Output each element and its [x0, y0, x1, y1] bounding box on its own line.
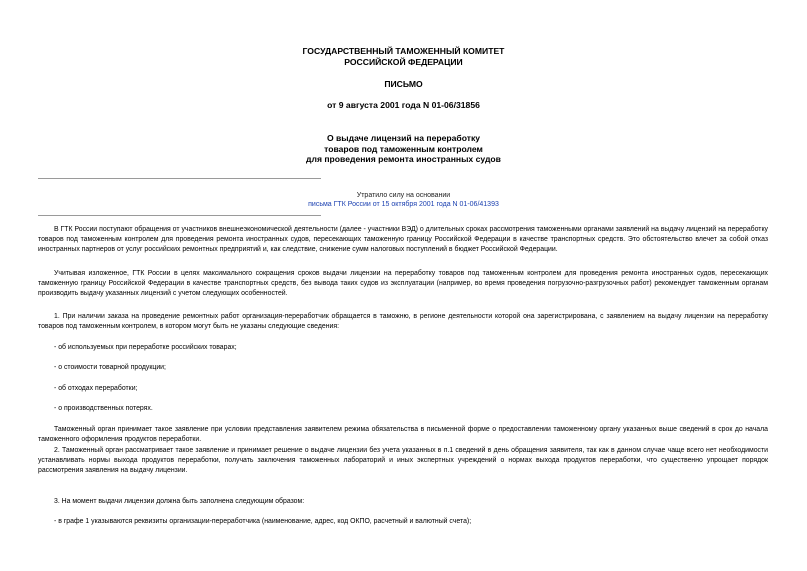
- document-subject: [0, 133, 807, 165]
- list-item: - о производственных потерях.: [54, 405, 153, 412]
- status-note: [0, 191, 807, 209]
- divider-bottom: [38, 215, 321, 216]
- paragraph-obligation: Таможенный орган принимает такое заявление при условии представления заявителем режима обязательства в письменной форме о предоставлении таможенному органу указанных выше сведений в срок до начала таможенного оформления продуктов переработки.: [38, 426, 768, 443]
- paragraph-intro: В ГТК России поступают обращения от участников внешнеэкономической деятельности (далее - участники ВЭД) о длительных сроках рассмотрения таможенными органами заявлений на выдачу лицензий на переработку товаров под таможенным контролем для проведения ремонта иностранных судов, пересекающих таможенную границу Российской Федерации в качестве транспортных средств. Это обстоятельство влечет за собой отказ иностранных партнеров от услуг российских ремонтных предприятий и, как следствие, снижение сумм налоговых поступлений в бюджет Российской Федерации.: [38, 226, 768, 253]
- paragraph-item-1: 1. При наличии заказа на проведение ремонтных работ организация-переработчик обращается в таможню, в регионе деятельности которой она зарегистрирована, с заявлением на выдачу лицензии на переработку товаров под таможенным контролем, в котором могут быть не указаны следующие сведения:: [38, 313, 768, 330]
- repeal-document-link[interactable]: письма ГТК России от 15 октября 2001 года N 01-06/41393: [308, 201, 499, 208]
- subject-line-3: для проведения ремонта иностранных судов: [306, 154, 501, 164]
- subject-line-1: О выдаче лицензий на переработку: [326, 133, 481, 143]
- document-type: ПИСЬМО: [384, 79, 423, 89]
- list-item: - об отходах переработки;: [54, 385, 138, 392]
- list-item: - о стоимости товарной продукции;: [54, 364, 166, 371]
- issuer-line-2: РОССИЙСКОЙ ФЕДЕРАЦИИ: [344, 56, 463, 67]
- document-date-number: от 9 августа 2001 года N 01-06/31856: [327, 100, 480, 110]
- list-item: - в графе 1 указываются реквизиты организации-переработчика (наименование, адрес, код ОКПО, расчетный и валютный счета);: [54, 518, 472, 525]
- divider-top: [38, 178, 321, 179]
- paragraph-item-2: 2. Таможенный орган рассматривает такое заявление и принимает решение о выдаче лицензии без учета указанных в п.1 сведений в день обращения заявителя, так как в данном случае чаще всего нет необходимости устанавливать нормы выхода продуктов переработки, получать заключения таможенных лабораторий и иных экспертных учреждений о нормах выхода продуктов переработки, что существенно упрощает порядок рассмотрения заявления на выдачу лицензии.: [38, 447, 768, 474]
- list-item: - об используемых при переработке российских товарах;: [54, 344, 237, 351]
- paragraph-recommendation: Учитывая изложенное, ГТК России в целях максимального сокращения сроков выдачи лицензии на переработку товаров под таможенным контролем для проведения ремонта иностранных судов, пересекающих таможенную границу Российской Федерации в качестве транспортных средств, без вывода таких судов из эксплуатации (например, во время проведения погрузочно-разгрузочных работ) рекомендует таможенным органам производить выдачу указанных лицензий с учетом следующих особенностей.: [38, 270, 768, 297]
- paragraph-item-3: 3. На момент выдачи лицензии должна быть заполнена следующим образом:: [54, 498, 305, 505]
- issuer-line-1: ГОСУДАРСТВЕННЫЙ ТАМОЖЕННЫЙ КОМИТЕТ: [302, 46, 505, 56]
- issuer-heading: [0, 46, 807, 67]
- subject-line-2: товаров под таможенным контролем: [324, 143, 483, 154]
- status-note-text: Утратило силу на основании: [356, 192, 451, 199]
